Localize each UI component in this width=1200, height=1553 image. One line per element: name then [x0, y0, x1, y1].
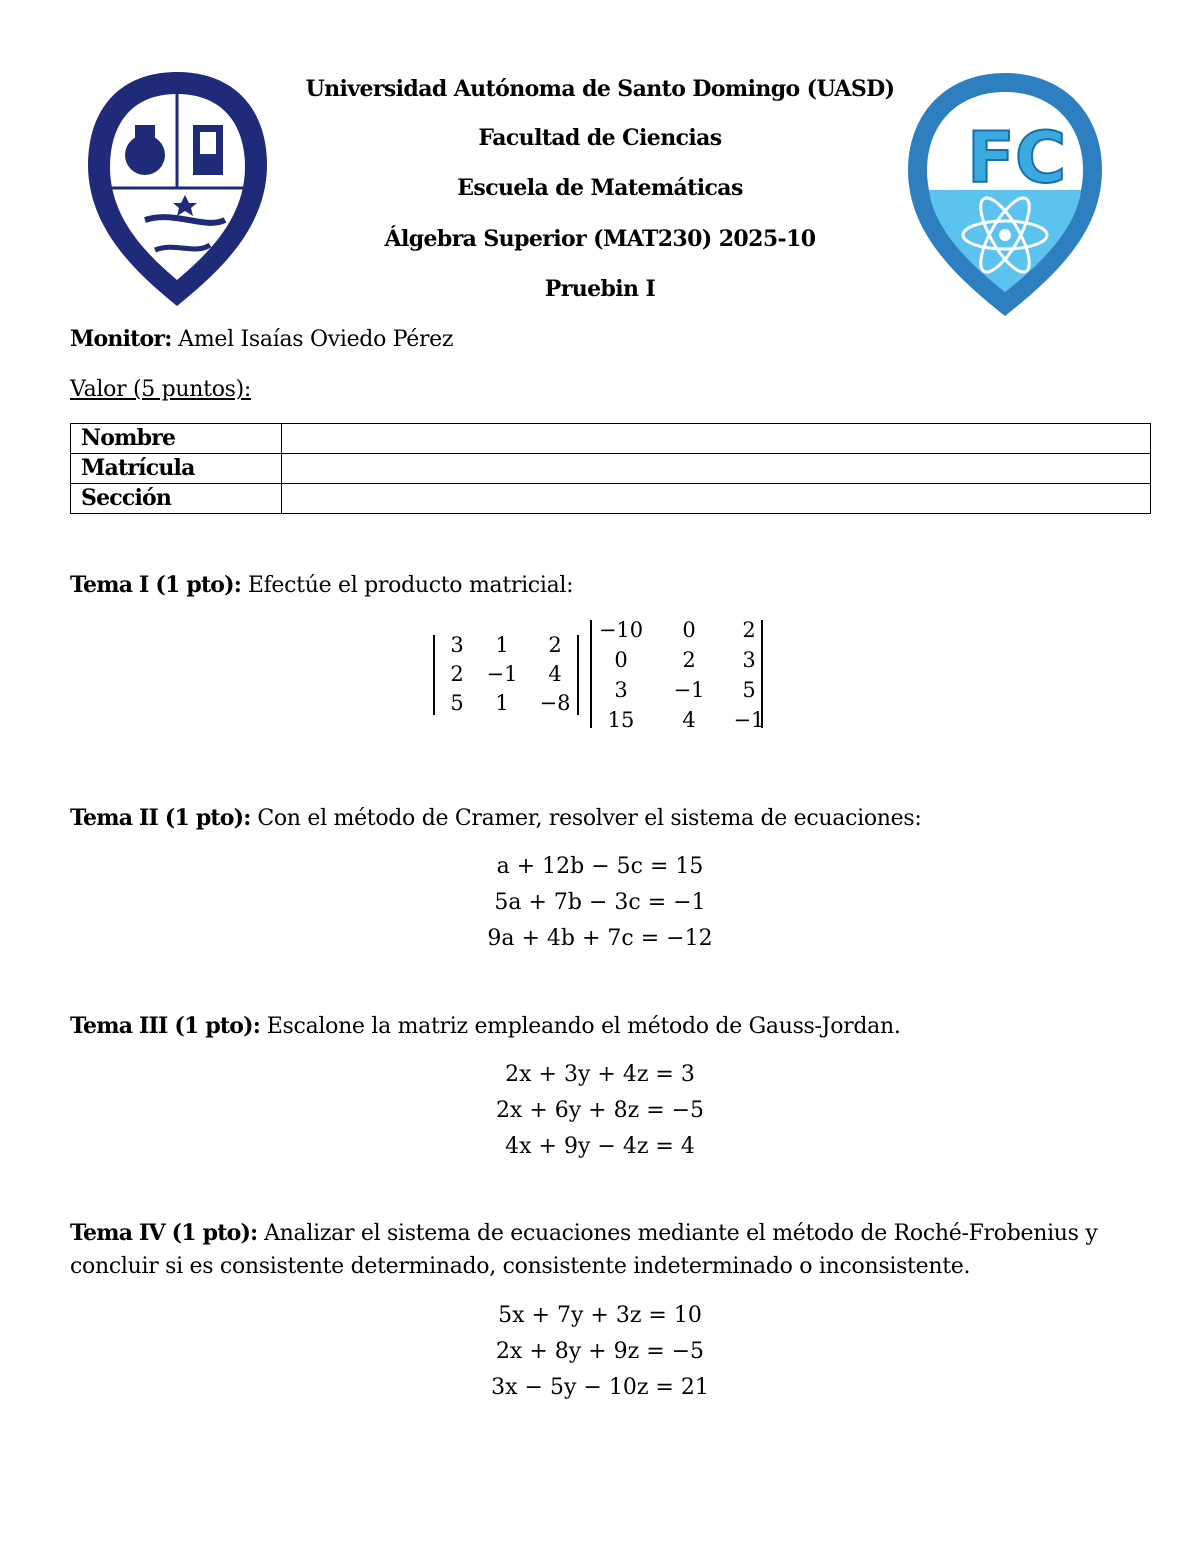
table-row	[71, 484, 1151, 514]
nombre-label: Nombre	[71, 424, 282, 454]
matrix-cell: −10	[598, 618, 644, 642]
tema2-title: Tema II (1 pto):	[70, 805, 251, 831]
tema4-equation: 5x + 7y + 3z = 10	[498, 1303, 702, 1328]
matrix-cell: 0	[614, 648, 628, 672]
matrix-cell: 4	[548, 662, 562, 686]
tema1-title: Tema I (1 pto):	[70, 572, 242, 598]
tema3-equation: 2x + 6y + 8z = −5	[495, 1098, 705, 1123]
matrix-cell: 2	[742, 618, 756, 642]
table-row	[71, 424, 1151, 454]
university-title: Universidad Autónoma de Santo Domingo (UASD)	[305, 76, 895, 102]
tema2-equation: a + 12b − 5c = 15	[496, 854, 704, 879]
valor-label: Valor (5 puntos):	[70, 377, 252, 402]
tema3-equation: 4x + 9y − 4z = 4	[505, 1134, 695, 1159]
seccion-field[interactable]	[282, 484, 1151, 514]
table-row	[71, 454, 1151, 484]
matricula-label: Matrícula	[71, 454, 282, 484]
tema3-title: Tema III (1 pto):	[70, 1013, 261, 1039]
matrix-a-right-bar	[577, 635, 579, 715]
tema2-text: Con el método de Cramer, resolver el sistema de ecuaciones:	[257, 806, 922, 831]
matrix-cell: 0	[682, 618, 696, 642]
tema4-title: Tema IV (1 pto):	[70, 1220, 258, 1246]
tema4-heading	[70, 1220, 1098, 1246]
matrix-cell: −1	[673, 678, 705, 702]
tema1-text: Efectúe el producto matricial:	[247, 573, 574, 598]
matrix-cell: −8	[539, 691, 571, 715]
tema4-equation: 2x + 8y + 9z = −5	[495, 1339, 705, 1364]
tema4-text-line1: Analizar el sistema de ecuaciones mediante el método de Roché-Frobenius y	[264, 1221, 1098, 1246]
matrix-cell: 5	[450, 691, 464, 715]
matrix-cell: 4	[682, 708, 696, 732]
tema4-text-line2: concluir si es consistente determinado, consistente indeterminado o inconsistente.	[70, 1254, 971, 1279]
monitor-line	[70, 326, 453, 352]
monitor-label: Monitor:	[70, 326, 172, 352]
matrix-b-left-bar	[590, 620, 592, 728]
matrix-cell: 5	[742, 678, 756, 702]
student-info-table	[70, 423, 1151, 514]
matrix-cell: 2	[548, 633, 562, 657]
tema3-text: Escalone la matriz empleando el método de Gauss-Jordan.	[266, 1014, 901, 1039]
school-title: Escuela de Matemáticas	[457, 175, 743, 201]
matrix-cell: 2	[682, 648, 696, 672]
tema1-heading	[70, 572, 573, 598]
tema3-heading	[70, 1013, 901, 1039]
matrix-cell: −1	[486, 662, 518, 686]
matricula-field[interactable]	[282, 454, 1151, 484]
course-title: Álgebra Superior (MAT230) 2025-10	[384, 226, 816, 252]
tema2-equation: 9a + 4b + 7c = −12	[487, 926, 713, 951]
faculty-title: Facultad de Ciencias	[478, 125, 722, 151]
matrix-cell: 3	[742, 648, 756, 672]
tema4-equation: 3x − 5y − 10z = 21	[491, 1375, 709, 1400]
tema3-equation: 2x + 3y + 4z = 3	[505, 1062, 695, 1087]
matrix-cell: 3	[614, 678, 628, 702]
nombre-field[interactable]	[282, 424, 1151, 454]
tema2-equation: 5a + 7b − 3c = −1	[494, 890, 706, 915]
tema2-heading	[70, 805, 922, 831]
matrix-cell: 1	[495, 633, 509, 657]
matrix-cell: 2	[450, 662, 464, 686]
seccion-label: Sección	[71, 484, 282, 514]
matrix-cell: 1	[495, 691, 509, 715]
exam-title: Pruebin I	[544, 276, 656, 302]
monitor-name: Amel Isaías Oviedo Pérez	[178, 327, 454, 352]
matrix-cell: −1	[733, 708, 765, 732]
matrix-cell: 3	[450, 633, 464, 657]
matrix-cell: 15	[607, 708, 635, 732]
svg-text:FC: FC	[967, 117, 1067, 199]
